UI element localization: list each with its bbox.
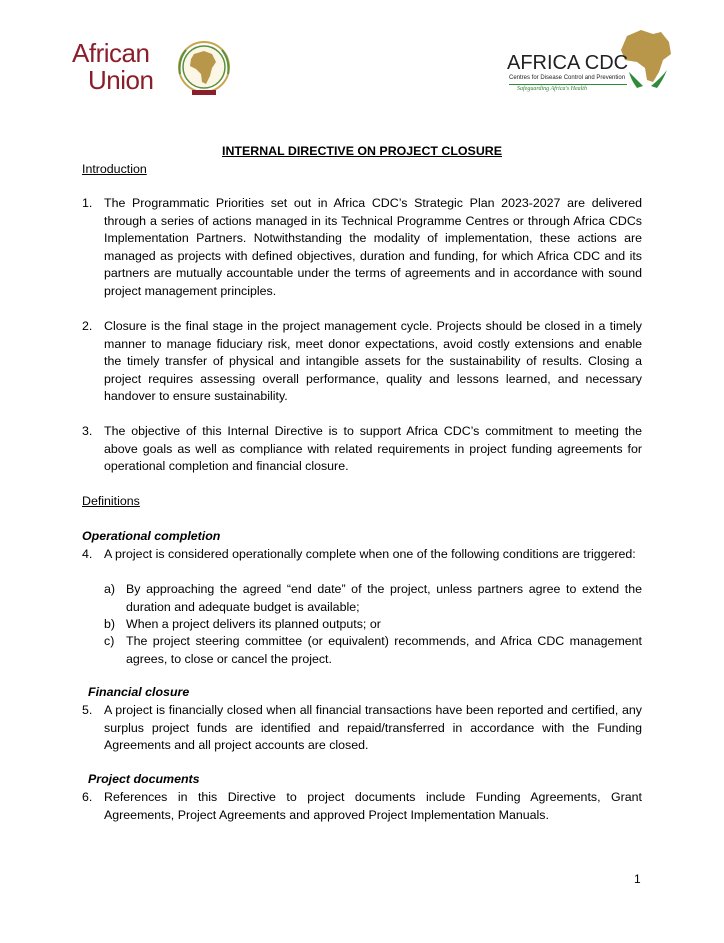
sub-item-text: When a project delivers its planned outputs; or xyxy=(126,617,381,631)
paragraph-text: The objective of this Internal Directive is to support Africa CDC’s commitment to meeting the above goals as well as compliance with related requirements in project funding agreements for operational completion and financial closure. xyxy=(104,424,642,473)
sub-item-letter: c) xyxy=(104,634,115,648)
paragraph-4 xyxy=(82,546,642,564)
operational-completion-heading: Operational completion xyxy=(82,529,221,543)
paragraph-6 xyxy=(82,789,642,824)
paragraph-3 xyxy=(82,423,642,476)
sub-item-c xyxy=(104,633,642,668)
sub-item-text: The project steering committee (or equivalent) recommends, and Africa CDC management agrees, to close or cancel the project. xyxy=(126,634,642,666)
africa-cdc-logo xyxy=(505,28,680,98)
sub-item-b xyxy=(104,616,642,634)
paragraph-text: Closure is the final stage in the project management cycle. Projects should be closed in a timely manner to manage fiduciary risk, meet donor expectations, avoid costly extensions and enable the timely transfer of physical and intangible assets for the sustainability of results. Closing a project requires assessing overall performance, quality and lessons learned, and necessary handover to ensure sustainability. xyxy=(104,319,642,403)
financial-closure-heading: Financial closure xyxy=(88,685,190,699)
african-union-wordmark xyxy=(72,40,153,94)
paragraph-number: 4. xyxy=(82,547,93,561)
project-documents-heading: Project documents xyxy=(88,772,200,786)
paragraph-text: References in this Directive to project documents include Funding Agreements, Grant Agreements, Project Agreements and approved Project Implementation Manuals. xyxy=(104,790,642,822)
sub-item-letter: b) xyxy=(104,617,116,631)
page-number: 1 xyxy=(634,872,641,886)
au-logo-line2: Union xyxy=(88,65,154,95)
paragraph-text: A project is financially closed when all financial transactions have been reported and certified, any surplus project funds are identified and repaid/transferred in accordance with the Funding Agreements and all project accounts are closed. xyxy=(104,703,642,752)
cdc-logo-subtitle: Centres for Disease Control and Prevention xyxy=(509,75,626,81)
paragraph-text: The Programmatic Priorities set out in Africa CDC’s Strategic Plan 2023-2027 are delivered through a series of actions managed in its Technical Programme Centres or through Africa CDCs Implementation Partners. Notwithstanding the modality of implementation, these actions are managed as projects with defined objectives, duration and funding, for which Africa CDC and its partners are mutually accountable under the terms of agreements and in accordance with sound project management principles. xyxy=(104,196,642,298)
sub-item-text: By approaching the agreed “end date” of the project, unless partners agree to extend the duration and adequate budget is available; xyxy=(126,582,642,614)
paragraph-2 xyxy=(82,318,642,406)
paragraph-number: 6. xyxy=(82,790,93,804)
introduction-heading: Introduction xyxy=(82,162,147,176)
paragraph-number: 5. xyxy=(82,703,93,717)
paragraph-5 xyxy=(82,702,642,755)
cdc-logo-title: AFRICA CDC xyxy=(507,52,629,74)
paragraph-number: 3. xyxy=(82,424,93,438)
paragraph-number: 1. xyxy=(82,196,93,210)
definitions-heading: Definitions xyxy=(82,494,140,508)
cdc-logo-divider xyxy=(509,84,627,85)
african-union-logo xyxy=(72,40,242,100)
paragraph-text: A project is considered operationally complete when one of the following conditions are triggered: xyxy=(104,547,636,561)
paragraph-1 xyxy=(82,195,642,300)
paragraph-number: 2. xyxy=(82,319,93,333)
sub-item-a xyxy=(104,581,642,616)
au-logo-line1: African xyxy=(72,38,150,68)
sub-item-letter: a) xyxy=(104,582,116,596)
cdc-logo-tagline: Safeguarding Africa's Health xyxy=(517,86,587,92)
au-emblem-icon xyxy=(172,40,236,98)
document-title: INTERNAL DIRECTIVE ON PROJECT CLOSURE xyxy=(222,144,502,158)
